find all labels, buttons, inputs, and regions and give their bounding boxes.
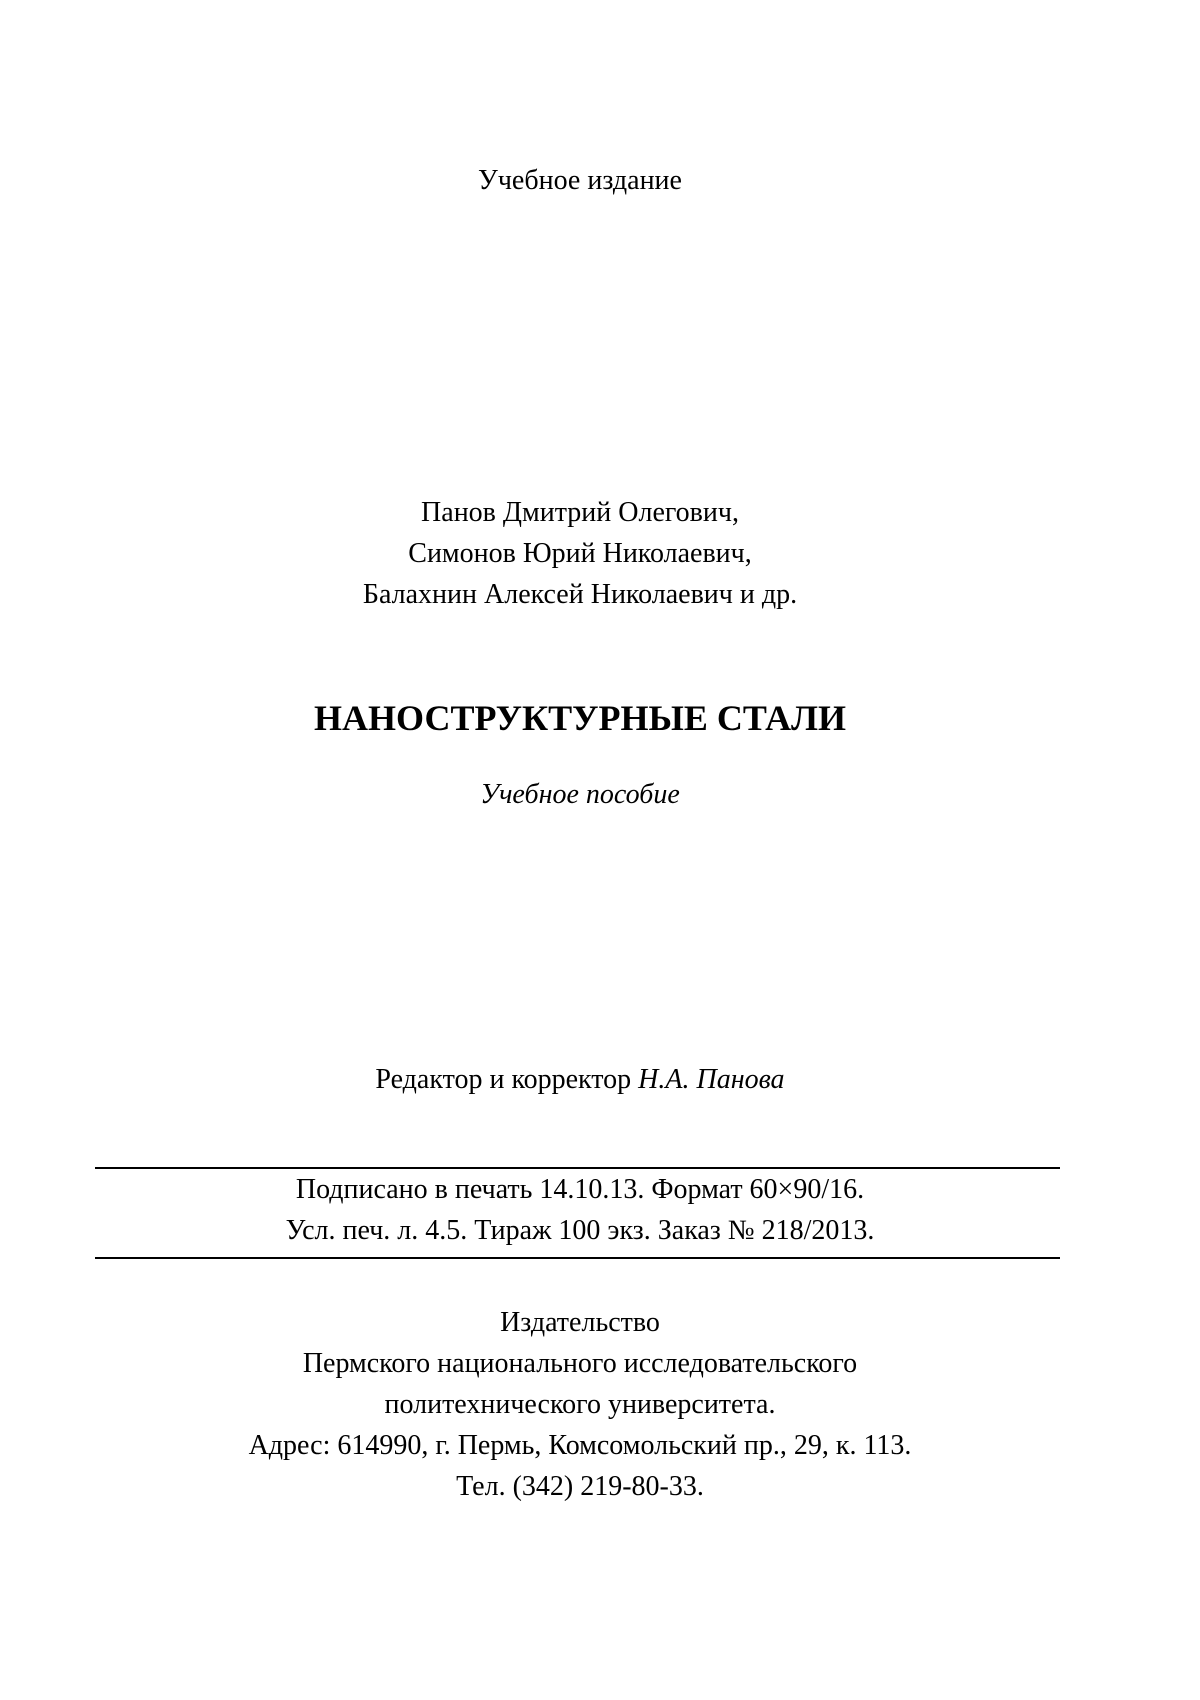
- imprint-line-2: Усл. печ. л. 4.5. Тираж 100 экз. Заказ № 218/2013.: [285, 1215, 875, 1246]
- publisher-line-3: политехнического университета.: [384, 1389, 776, 1420]
- editor-name: Н.А. Панова: [638, 1064, 785, 1095]
- editor-line: [0, 1060, 1160, 1100]
- edition-type: Учебное издание: [478, 165, 682, 196]
- publisher-line-1: Издательство: [500, 1307, 660, 1338]
- divider-top: [95, 1167, 1060, 1169]
- book-title: НАНОСТРУКТУРНЫЕ СТАЛИ: [314, 698, 846, 738]
- author-line-3: Балахнин Алексей Николаевич и др.: [362, 579, 798, 610]
- publisher-phone: Тел. (342) 219-80-33.: [456, 1471, 704, 1502]
- publisher-address: Адрес: 614990, г. Пермь, Комсомольский пр., 29, к. 113.: [248, 1430, 912, 1461]
- author-line-1: Панов Дмитрий Олегович,: [421, 497, 739, 528]
- book-subtitle: Учебное пособие: [480, 779, 680, 810]
- author-line-2: Симонов Юрий Николаевич,: [408, 538, 752, 569]
- editor-label: Редактор и корректор: [375, 1064, 632, 1095]
- divider-bottom: [95, 1257, 1060, 1259]
- imprint-line-1: Подписано в печать 14.10.13. Формат 60×90/16.: [295, 1174, 865, 1205]
- publisher-line-2: Пермского национального исследовательского: [302, 1348, 858, 1379]
